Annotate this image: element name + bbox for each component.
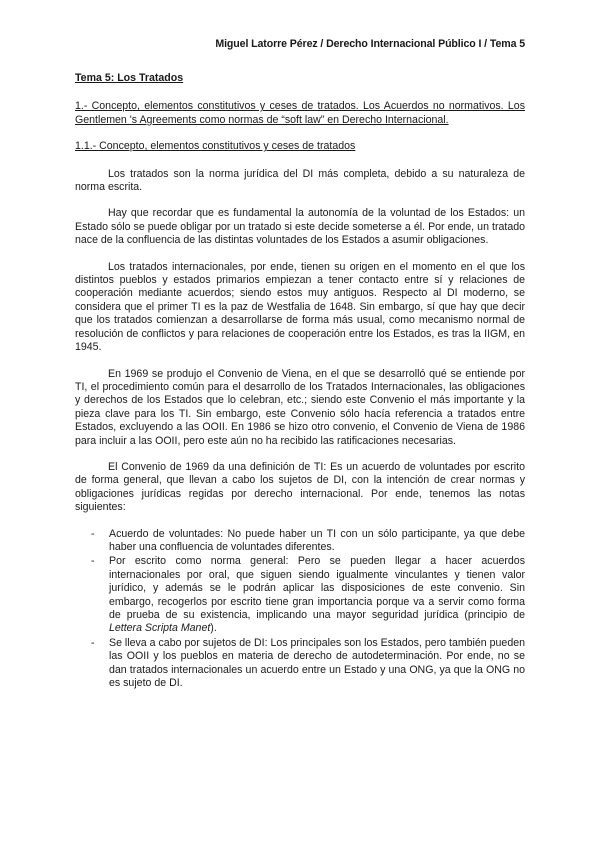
list-item	[91, 555, 525, 635]
list-item-tail: ).	[210, 622, 217, 635]
latin-maxim: Lettera Scripta Manet	[109, 622, 211, 635]
section-heading: 1.- Concepto, elementos constitutivos y ceses de tratados. Los Acuerdos no normativos. Los Gentlemen 's Agreements como normas de “soft law” en Derecho Internacional.	[75, 100, 525, 126]
paragraph: Los tratados son la norma jurídica del DI más completa, debido a su naturaleza de norma escrita.	[75, 167, 525, 194]
bullet-dash: -	[91, 555, 95, 568]
running-header: Miguel Latorre Pérez / Derecho Internacional Público I / Tema 5	[215, 38, 525, 50]
list-item	[91, 636, 525, 691]
paragraph: Los tratados internacionales, por ende, tienen su origen en el momento en el que los distintos pueblos y estados primarios empiezan a tener contacto entre sí y relaciones de cooperación mediante acuerdos; siendo estos muy antiguos. Respecto al DI moderno, se considera que el primer TI es la paz de Westfalia de 1648. Sin embargo, sí que hay que decir que los tratados comienzan a desarrollarse de forma más usual, como mecanismo normal de resolución de conflictos y para relaciones de cooperación entre los Estados, es tras la IIGM, en 1945.	[75, 260, 525, 354]
list-item-text: Acuerdo de voluntades: No puede haber un TI con un sólo participante, ya que debe haber una confluencia de voluntades diferentes.	[109, 527, 525, 553]
notes-list	[75, 528, 525, 691]
list-item-text: Se lleva a cabo por sujetos de DI: Los principales son los Estados, pero también pueden las OOII y los pueblos en materia de derecho de autodeterminación. Por ende, no se dan tratados internacionales un acuerdo entre un Estado y una ONG, ya que la ONG no es sujeto de DI.	[109, 636, 525, 690]
bullet-dash: -	[91, 527, 95, 540]
list-item-text: Por escrito como norma general: Pero se pueden llegar a hacer acuerdos internacionales por oral, que siguen siendo igualmente vinculantes y tienen valor jurídico, y además se le podrán aplicar las disposiciones de este convenio. Sin embargo, recogerlos por escrito tiene gran importancia porque va a servir como forma de prueba de su existencia, implicando una mayor seguridad jurídica (principio de	[109, 555, 525, 621]
bullet-dash: -	[91, 636, 95, 649]
paragraph: En 1969 se produjo el Convenio de Viena, en el que se desarrolló qué se entiende por TI, el procedimiento común para el desarrollo de los Tratados Internacionales, las obligaciones y derechos de los Estados que lo celebran, etc.; siendo este Convenio el más importante y la pieza clave para los TI. Sin embargo, este Convenio sólo hacía referencia a tratados entre Estados, excluyendo a las OOII. En 1986 se hizo otro convenio, el Convenio de Viena de 1986 para incluir a las OOII, pero este aún no ha recibido las ratificaciones necesarias.	[75, 367, 525, 447]
document-body	[75, 72, 525, 691]
subsection-heading: 1.1.- Concepto, elementos constitutivos y ceses de tratados	[75, 140, 356, 153]
document-title: Tema 5: Los Tratados	[75, 72, 184, 84]
paragraph: Hay que recordar que es fundamental la autonomía de la voluntad de los Estados: un Estado sólo se puede obligar por un tratado si este decide someterse a él. Por ende, un tratado nace de la confluencia de las distintas voluntades de los Estados a asumir obligaciones.	[75, 207, 525, 247]
paragraph: El Convenio de 1969 da una definición de TI: Es un acuerdo de voluntades por escrito de forma general, que llevan a cabo los sujetos de DI, con la intención de crear normas y obligaciones jurídicas regidas por derecho internacional. Por ende, tenemos las notas siguientes:	[75, 460, 525, 514]
list-item	[91, 527, 525, 555]
